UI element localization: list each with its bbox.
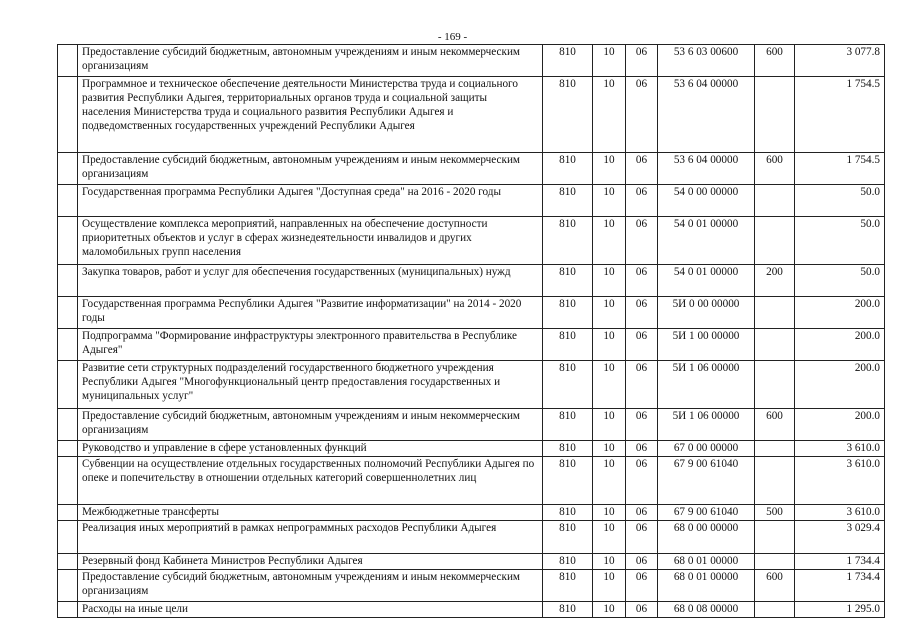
expense-type-cell: 500	[755, 505, 795, 521]
target-article-cell: 67 9 00 61040	[658, 505, 755, 521]
subsection-code-cell: 06	[626, 265, 658, 297]
admin-code-cell: 810	[543, 602, 593, 618]
table-row	[58, 153, 885, 185]
section-code-cell: 10	[593, 505, 626, 521]
amount-cell: 200.0	[795, 361, 885, 409]
admin-code-cell: 810	[543, 265, 593, 297]
expense-name-cell: Государственная программа Республики Адыгея "Доступная среда" на 2016 - 2020 годы	[78, 185, 543, 217]
subsection-code-cell: 06	[626, 521, 658, 554]
target-article-cell: 5И 1 00 00000	[658, 329, 755, 361]
section-code-cell: 10	[593, 570, 626, 602]
row-number-cell	[58, 602, 78, 618]
target-article-cell: 68 0 01 00000	[658, 570, 755, 602]
page-number: - 169 -	[437, 31, 468, 43]
expense-type-cell	[755, 329, 795, 361]
amount-cell: 1 734.4	[795, 554, 885, 570]
admin-code-cell: 810	[543, 77, 593, 153]
expense-type-cell	[755, 217, 795, 265]
amount-cell: 1 295.0	[795, 602, 885, 618]
table-row	[58, 457, 885, 505]
table-row	[58, 45, 885, 77]
subsection-code-cell: 06	[626, 457, 658, 505]
admin-code-cell: 810	[543, 329, 593, 361]
admin-code-cell: 810	[543, 521, 593, 554]
amount-cell: 1 754.5	[795, 77, 885, 153]
expense-type-cell: 600	[755, 153, 795, 185]
expense-name-cell: Расходы на иные цели	[78, 602, 543, 618]
expense-type-cell	[755, 77, 795, 153]
expense-name-cell: Государственная программа Республики Адыгея "Развитие информатизации" на 2014 - 2020 годы	[78, 297, 543, 329]
subsection-code-cell: 06	[626, 602, 658, 618]
amount-cell: 3 610.0	[795, 457, 885, 505]
admin-code-cell: 810	[543, 361, 593, 409]
row-number-cell	[58, 570, 78, 602]
row-number-cell	[58, 217, 78, 265]
row-number-cell	[58, 185, 78, 217]
target-article-cell: 53 6 04 00000	[658, 153, 755, 185]
section-code-cell: 10	[593, 409, 626, 441]
target-article-cell: 54 0 01 00000	[658, 265, 755, 297]
section-code-cell: 10	[593, 185, 626, 217]
amount-cell: 3 077.8	[795, 45, 885, 77]
expense-type-cell	[755, 457, 795, 505]
row-number-cell	[58, 329, 78, 361]
target-article-cell: 5И 0 00 00000	[658, 297, 755, 329]
subsection-code-cell: 06	[626, 185, 658, 217]
expense-type-cell	[755, 554, 795, 570]
section-code-cell: 10	[593, 217, 626, 265]
section-code-cell: 10	[593, 521, 626, 554]
admin-code-cell: 810	[543, 505, 593, 521]
row-number-cell	[58, 361, 78, 409]
expense-name-cell: Резервный фонд Кабинета Министров Республики Адыгея	[78, 554, 543, 570]
subsection-code-cell: 06	[626, 361, 658, 409]
target-article-cell: 67 0 00 00000	[658, 441, 755, 457]
admin-code-cell: 810	[543, 457, 593, 505]
section-code-cell: 10	[593, 297, 626, 329]
expense-name-cell: Предоставление субсидий бюджетным, автономным учреждениям и иным некоммерческим организациям	[78, 570, 543, 602]
target-article-cell: 54 0 01 00000	[658, 217, 755, 265]
amount-cell: 50.0	[795, 185, 885, 217]
expense-name-cell: Межбюджетные трансферты	[78, 505, 543, 521]
expense-type-cell	[755, 521, 795, 554]
target-article-cell: 68 0 01 00000	[658, 554, 755, 570]
amount-cell: 200.0	[795, 329, 885, 361]
section-code-cell: 10	[593, 45, 626, 77]
admin-code-cell: 810	[543, 185, 593, 217]
row-number-cell	[58, 441, 78, 457]
admin-code-cell: 810	[543, 409, 593, 441]
section-code-cell: 10	[593, 153, 626, 185]
table-row	[58, 185, 885, 217]
expense-type-cell: 600	[755, 409, 795, 441]
expense-name-cell: Субвенции на осуществление отдельных государственных полномочий Республики Адыгея по опеке и попечительству в отношении отдельных категорий совершеннолетних лиц	[78, 457, 543, 505]
expense-type-cell	[755, 185, 795, 217]
section-code-cell: 10	[593, 602, 626, 618]
subsection-code-cell: 06	[626, 45, 658, 77]
expense-name-cell: Программное и техническое обеспечение деятельности Министерства труда и социального развития Республики Адыгея, территориальных органов труда и социальной защиты населения Министерства труда и социального развития Республики Адыгея и подведомственных государственных учреждений Республики Адыгея	[78, 77, 543, 153]
subsection-code-cell: 06	[626, 329, 658, 361]
expense-name-cell: Осуществление комплекса мероприятий, направленных на обеспечение доступности приоритетных объектов и услуг в сферах жизнедеятельности инвалидов и других маломобильных групп населения	[78, 217, 543, 265]
expense-name-cell: Предоставление субсидий бюджетным, автономным учреждениям и иным некоммерческим организациям	[78, 153, 543, 185]
amount-cell: 3 029.4	[795, 521, 885, 554]
section-code-cell: 10	[593, 329, 626, 361]
section-code-cell: 10	[593, 554, 626, 570]
expense-type-cell	[755, 441, 795, 457]
admin-code-cell: 810	[543, 570, 593, 602]
expense-name-cell: Предоставление субсидий бюджетным, автономным учреждениям и иным некоммерческим организациям	[78, 45, 543, 77]
row-number-cell	[58, 505, 78, 521]
table-row	[58, 409, 885, 441]
subsection-code-cell: 06	[626, 217, 658, 265]
row-number-cell	[58, 265, 78, 297]
subsection-code-cell: 06	[626, 77, 658, 153]
expense-name-cell: Предоставление субсидий бюджетным, автономным учреждениям и иным некоммерческим организациям	[78, 409, 543, 441]
amount-cell: 50.0	[795, 217, 885, 265]
table-row	[58, 570, 885, 602]
table-row	[58, 265, 885, 297]
expense-name-cell: Руководство и управление в сфере установленных функций	[78, 441, 543, 457]
table-row	[58, 505, 885, 521]
section-code-cell: 10	[593, 265, 626, 297]
expense-type-cell: 600	[755, 570, 795, 602]
subsection-code-cell: 06	[626, 570, 658, 602]
section-code-cell: 10	[593, 77, 626, 153]
expense-name-cell: Развитие сети структурных подразделений государственного бюджетного учреждения Республики Адыгея "Многофункциональный центр предоставления государственных и муниципальных услуг"	[78, 361, 543, 409]
admin-code-cell: 810	[543, 554, 593, 570]
target-article-cell: 67 9 00 61040	[658, 457, 755, 505]
table-row	[58, 297, 885, 329]
row-number-cell	[58, 45, 78, 77]
target-article-cell: 53 6 03 00600	[658, 45, 755, 77]
row-number-cell	[58, 409, 78, 441]
subsection-code-cell: 06	[626, 297, 658, 329]
table-row	[58, 554, 885, 570]
table-row	[58, 602, 885, 618]
row-number-cell	[58, 521, 78, 554]
amount-cell: 200.0	[795, 297, 885, 329]
amount-cell: 1 754.5	[795, 153, 885, 185]
row-number-cell	[58, 297, 78, 329]
table-row	[58, 217, 885, 265]
expense-name-cell: Подпрограмма "Формирование инфраструктуры электронного правительства в Республике Адыгея"	[78, 329, 543, 361]
admin-code-cell: 810	[543, 441, 593, 457]
admin-code-cell: 810	[543, 153, 593, 185]
table-row	[58, 521, 885, 554]
target-article-cell: 68 0 08 00000	[658, 602, 755, 618]
row-number-cell	[58, 153, 78, 185]
subsection-code-cell: 06	[626, 554, 658, 570]
section-code-cell: 10	[593, 457, 626, 505]
admin-code-cell: 810	[543, 297, 593, 329]
table-row	[58, 441, 885, 457]
target-article-cell: 54 0 00 00000	[658, 185, 755, 217]
expense-type-cell	[755, 361, 795, 409]
amount-cell: 200.0	[795, 409, 885, 441]
row-number-cell	[58, 77, 78, 153]
table-row	[58, 77, 885, 153]
row-number-cell	[58, 554, 78, 570]
amount-cell: 1 734.4	[795, 570, 885, 602]
subsection-code-cell: 06	[626, 153, 658, 185]
section-code-cell: 10	[593, 361, 626, 409]
row-number-cell	[58, 457, 78, 505]
expense-type-cell	[755, 297, 795, 329]
expense-name-cell: Закупка товаров, работ и услуг для обеспечения государственных (муниципальных) нужд	[78, 265, 543, 297]
budget-table	[57, 44, 885, 618]
subsection-code-cell: 06	[626, 441, 658, 457]
amount-cell: 50.0	[795, 265, 885, 297]
admin-code-cell: 810	[543, 217, 593, 265]
expense-type-cell	[755, 602, 795, 618]
table-row	[58, 329, 885, 361]
table-row	[58, 361, 885, 409]
expense-type-cell: 200	[755, 265, 795, 297]
amount-cell: 3 610.0	[795, 441, 885, 457]
target-article-cell: 5И 1 06 00000	[658, 409, 755, 441]
target-article-cell: 68 0 00 00000	[658, 521, 755, 554]
target-article-cell: 53 6 04 00000	[658, 77, 755, 153]
subsection-code-cell: 06	[626, 409, 658, 441]
admin-code-cell: 810	[543, 45, 593, 77]
section-code-cell: 10	[593, 441, 626, 457]
expense-type-cell: 600	[755, 45, 795, 77]
subsection-code-cell: 06	[626, 505, 658, 521]
amount-cell: 3 610.0	[795, 505, 885, 521]
target-article-cell: 5И 1 06 00000	[658, 361, 755, 409]
expense-name-cell: Реализация иных мероприятий в рамках непрограммных расходов Республики Адыгея	[78, 521, 543, 554]
